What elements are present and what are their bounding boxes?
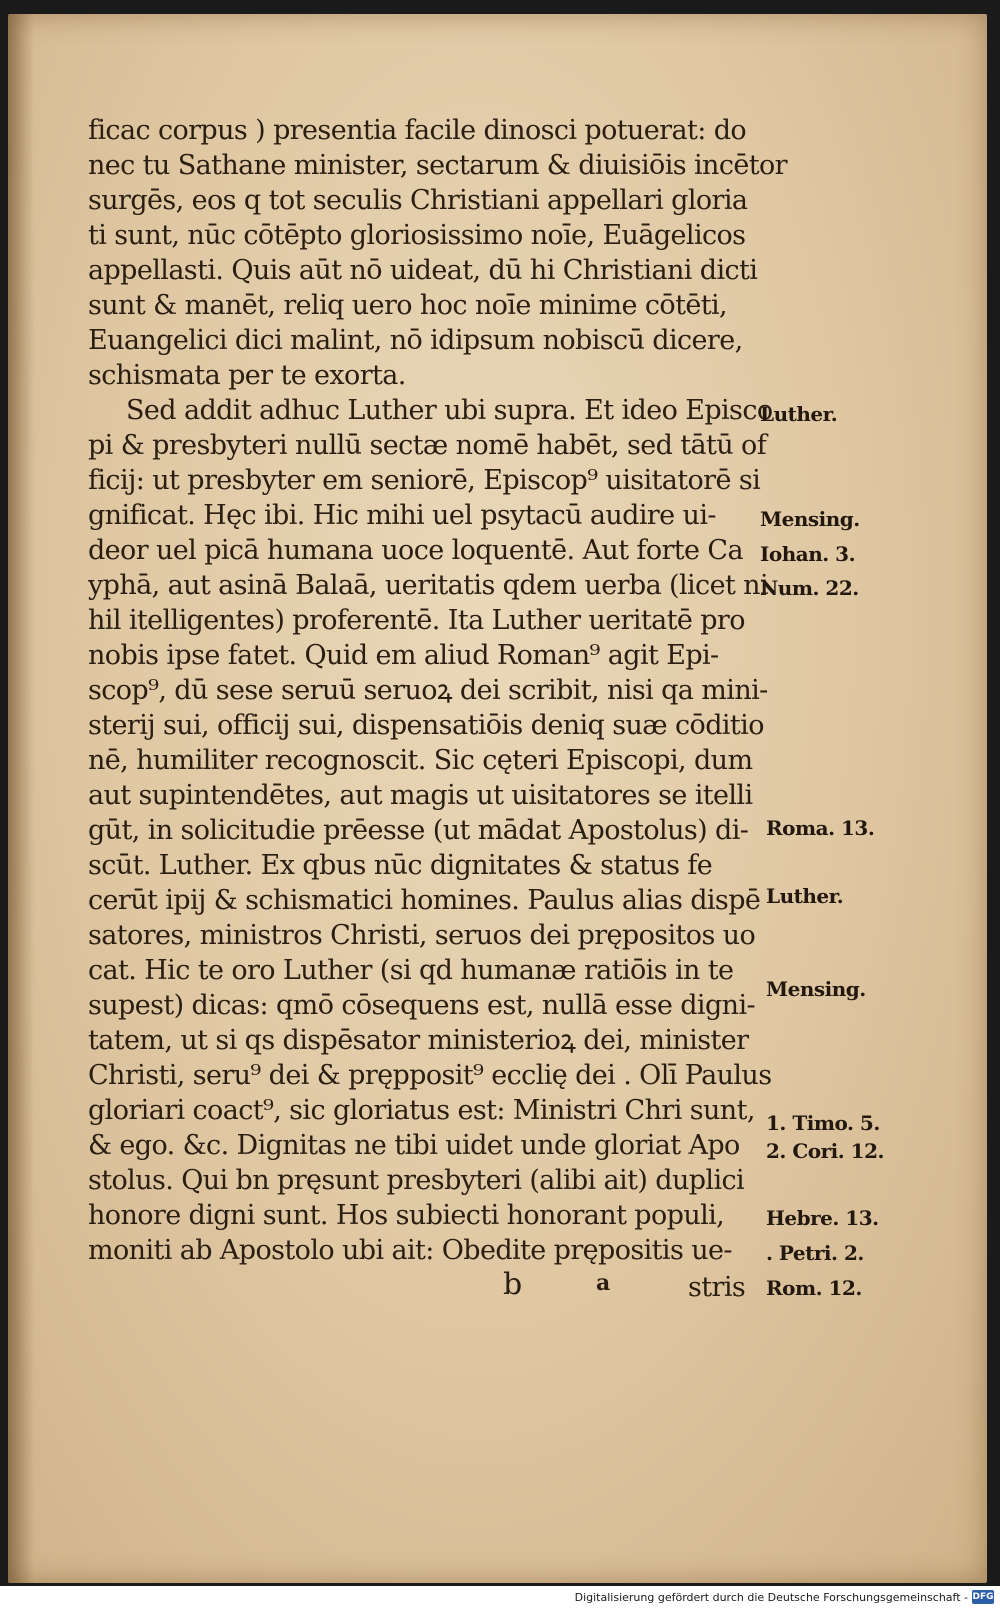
text-line: deor uel picā humana uoce loquentē. Aut forte Ca [88, 535, 743, 566]
text-line: gūt, in solicitudie prēesse (ut mādat Apostolus) di- [88, 815, 749, 846]
text-line: nē, humiliter recognoscit. Sic cęteri Episcopi, dum [88, 745, 753, 776]
text-line: appellasti. Quis aūt nō uideat, dū hi Christiani dicti [88, 255, 758, 286]
text-line: tatem, ut si qs dispēsator ministerioꝝ dei, minister [88, 1025, 749, 1056]
text-line: nec tu Sathane minister, sectarum & diuisiōis incētor [88, 150, 787, 181]
footer-credit: Digitalisierung gefördert durch die Deutsche Forschungsgemeinschaft - [574, 1591, 968, 1604]
text-line: yphā, aut asinā Balaā, ueritatis qdem uerba (licet ni [88, 570, 769, 601]
text-line: gnificat. Hęc ibi. Hic mihi uel psytacū audire ui- [88, 500, 716, 531]
margin-note: Mensing. [760, 507, 860, 531]
text-line: ti sunt, nūc cōtēpto gloriosissimo noīe, Euāgelicos [88, 220, 746, 251]
margin-note: Luther. [766, 884, 844, 908]
footer-bar [0, 1586, 1000, 1611]
dfg-logo-icon: DFG [972, 1592, 994, 1602]
text-line: pi & presbyteri nullū sectæ nomē habēt, sed tātū of [88, 430, 767, 461]
text-line: aut supintendētes, aut magis ut uisitatores se itelli [88, 780, 753, 811]
margin-note: 1. Timo. 5. [766, 1111, 880, 1135]
text-line: satores, ministros Christi, seruos dei prępositos uo [88, 920, 756, 951]
text-line: cerūt ipij & schismatici homines. Paulus alias dispē [88, 885, 761, 916]
text-line: Euangelici dici malint, nō idipsum nobiscū dicere, [88, 325, 743, 356]
text-line: sunt & manēt, reliq uero hoc noīe minime cōtēti, [88, 290, 727, 321]
text-line: gloriari coact⁹, sic gloriatus est: Ministri Chri sunt, [88, 1095, 755, 1126]
text-line: hil itelligentes) proferentē. Ita Luther ueritatē pro [88, 605, 745, 636]
text-line: stolus. Qui bn pręsunt presbyteri (alibi ait) duplici [88, 1165, 745, 1196]
text-line: moniti ab Apostolo ubi ait: Obedite prępositis ue- [88, 1235, 732, 1266]
margin-note: 2. Cori. 12. [766, 1139, 884, 1163]
text-line: nobis ipse fatet. Quid em aliud Roman⁹ agit Epi- [88, 640, 719, 671]
text-line: & ego. &c. Dignitas ne tibi uidet unde gloriat Apo [88, 1130, 740, 1161]
text-line: ficac corpus ) presentia facile dinosci potuerat: do [88, 115, 747, 146]
text-line: surgēs, eos q tot seculis Christiani appellari gloria [88, 185, 748, 216]
signature-mark: b [503, 1267, 523, 1302]
margin-note: Roma. 13. [766, 816, 875, 840]
text-line: schismata per te exorta. [88, 360, 406, 391]
catchword: stris [688, 1272, 746, 1303]
text-line: scop⁹, dū sese seruū seruoꝝ dei scribit, nisi qa mini- [88, 675, 768, 706]
margin-note: . Petri. 2. [766, 1241, 864, 1265]
text-line: cat. Hic te oro Luther (si qd humanæ ratiōis in te [88, 955, 734, 986]
text-line: scūt. Luther. Ex qbus nūc dignitates & status fe [88, 850, 713, 881]
text-line: Christi, seru⁹ dei & prępposit⁹ ecclię dei . Olī Paulus [88, 1060, 772, 1091]
book-page [8, 14, 987, 1583]
signature-number: a [596, 1270, 611, 1296]
text-line: sterij sui, officij sui, dispensatiōis deniq suæ cōditio [88, 710, 764, 741]
margin-note: Mensing. [766, 977, 866, 1001]
margin-note: Luther. [760, 402, 838, 426]
text-line: supest) dicas: qmō cōsequens est, nullā esse digni- [88, 990, 755, 1021]
text-line: Sed addit adhuc Luther ubi supra. Et ideo Episco [126, 395, 773, 426]
text-line: honore digni sunt. Hos subiecti honorant populi, [88, 1200, 725, 1231]
margin-note: Iohan. 3. [760, 542, 856, 566]
margin-note: Rom. 12. [766, 1276, 862, 1300]
text-line: ficij: ut presbyter em seniorē, Episcop⁹ uisitatorē si [88, 465, 761, 496]
margin-note: Num. 22. [760, 576, 859, 600]
margin-note: Hebre. 13. [766, 1206, 879, 1230]
